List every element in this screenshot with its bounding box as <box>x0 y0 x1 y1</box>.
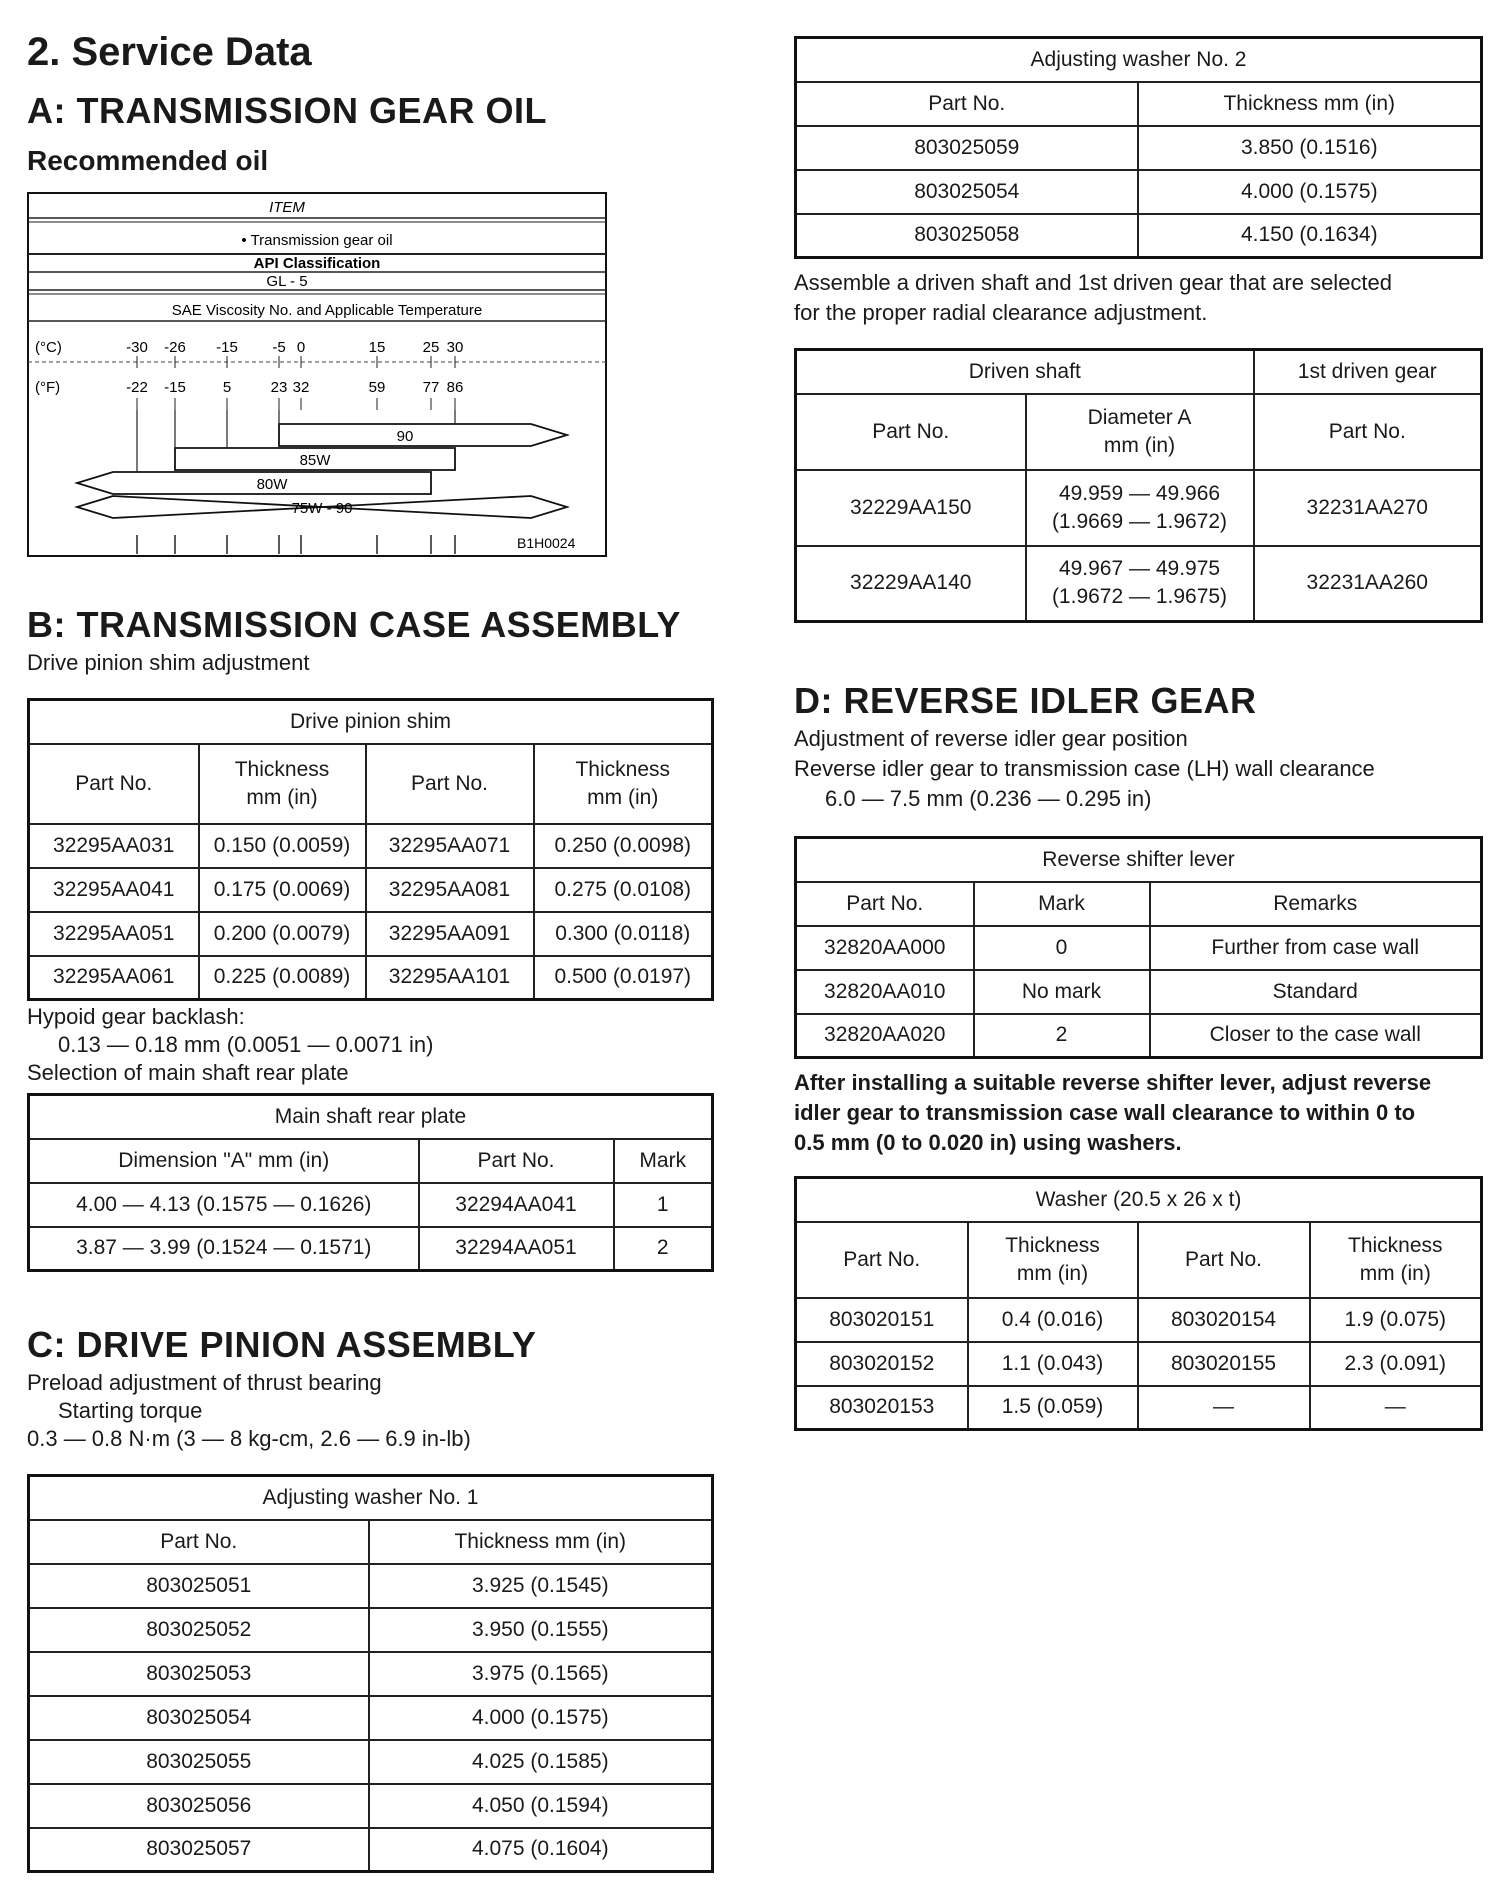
chart-unit-c: (°C) <box>35 339 62 356</box>
col-header: Thickness mm (in) <box>369 1520 713 1564</box>
col-header: Part No. <box>796 82 1138 126</box>
backlash-value: 0.13 — 0.18 mm (0.0051 — 0.0071 in) <box>58 1032 434 1057</box>
section-b-heading: B: TRANSMISSION CASE ASSEMBLY <box>27 604 681 645</box>
col-header: Dimension "A" mm (in) <box>29 1139 419 1183</box>
table-title: Drive pinion shim <box>29 700 713 744</box>
reverse-idler-clearance: 6.0 — 7.5 mm (0.236 — 0.295 in) <box>825 786 1152 811</box>
table-title: Adjusting washer No. 1 <box>29 1476 713 1520</box>
table-row: 803025051 3.925 (0.1545) <box>29 1564 713 1608</box>
table-row: 32229AA140 49.967 — 49.975 (1.9672 — 1.9675) 32231AA260 <box>796 546 1482 622</box>
reverse-shifter-lever-table <box>794 836 1483 1059</box>
washer-table <box>794 1176 1483 1431</box>
chart-sae-label: SAE Viscosity No. and Applicable Temperature <box>171 302 483 319</box>
recommended-oil-heading: Recommended oil <box>27 145 269 176</box>
col-header: 1st driven gear <box>1254 350 1482 394</box>
col-header: Part No. <box>1254 394 1482 470</box>
backlash-label: Hypoid gear backlash: <box>27 1004 245 1029</box>
col-header: Part No. <box>29 744 199 824</box>
celsius-tick-label: -5 <box>272 339 286 356</box>
table-row: 32820AA010 No mark Standard <box>796 970 1482 1014</box>
col-header: Thickness mm (in) <box>199 744 366 824</box>
col-header: Part No. <box>419 1139 614 1183</box>
table-row: 32820AA020 2 Closer to the case wall <box>796 1014 1482 1058</box>
fahrenheit-tick-label: 86 <box>446 379 464 396</box>
col-header: Thickness mm (in) <box>534 744 713 824</box>
chart-figure-code: B1H0024 <box>517 535 576 551</box>
table-row: 803020151 0.4 (0.016) 803020154 1.9 (0.075) <box>796 1298 1482 1342</box>
celsius-tick-label: -30 <box>126 339 148 356</box>
reverse-idler-note-1: Adjustment of reverse idler gear position <box>794 726 1188 751</box>
grade-bar <box>77 472 431 494</box>
driven-shaft-gear-table <box>794 348 1483 623</box>
col-header: Part No. <box>1138 1222 1310 1298</box>
grade-label: 90 <box>396 428 414 445</box>
celsius-tick-label: -26 <box>164 339 186 356</box>
col-header: Mark <box>614 1139 713 1183</box>
chart-gl-label: GL - 5 <box>266 273 308 290</box>
col-header: Diameter A mm (in) <box>1026 394 1254 470</box>
chart-api-label: API Classification <box>253 255 381 272</box>
table-row: 803020152 1.1 (0.043) 803020155 2.3 (0.091) <box>796 1342 1482 1386</box>
col-header: Part No. <box>29 1520 369 1564</box>
celsius-tick-label: -15 <box>216 339 238 356</box>
starting-torque-value: 0.3 — 0.8 N·m (3 — 8 kg-cm, 2.6 — 6.9 in-lb) <box>27 1426 471 1451</box>
section-d-heading: D: REVERSE IDLER GEAR <box>794 680 1257 721</box>
fahrenheit-tick-label: 5 <box>222 379 232 396</box>
chart-oil-label: • Transmission gear oil <box>241 232 393 249</box>
table-row: 803025059 3.850 (0.1516) <box>796 126 1482 170</box>
col-header: Remarks <box>1150 882 1482 926</box>
reverse-idler-note-2: Reverse idler gear to transmission case (LH) wall clearance <box>794 756 1375 781</box>
table-row: 32295AA041 0.175 (0.0069) 32295AA081 0.275 (0.0108) <box>29 868 713 912</box>
adjusting-washer-1-table <box>27 1474 714 1873</box>
starting-torque-label: Starting torque <box>58 1398 203 1423</box>
fahrenheit-tick-label: 23 <box>270 379 288 396</box>
drive-pinion-shim-table <box>27 698 714 1001</box>
drive-pinion-note: Drive pinion shim adjustment <box>27 650 310 675</box>
chart-unit-f: (°F) <box>35 379 61 396</box>
col-header: Thickness mm (in) <box>1310 1222 1482 1298</box>
after-install-note-1: After installing a suitable reverse shifter lever, adjust reverse <box>794 1070 1432 1095</box>
fahrenheit-tick-label: -15 <box>164 379 186 396</box>
col-header: Part No. <box>796 882 974 926</box>
celsius-tick-label: 25 <box>422 339 440 356</box>
main-shaft-rear-plate-table <box>27 1093 714 1272</box>
table-row: 32229AA150 49.959 — 49.966 (1.9669 — 1.9672) 32231AA270 <box>796 470 1482 546</box>
table-row: 803025056 4.050 (0.1594) <box>29 1784 713 1828</box>
fahrenheit-tick-label: 59 <box>368 379 386 396</box>
table-row: 32295AA031 0.150 (0.0059) 32295AA071 0.250 (0.0098) <box>29 824 713 868</box>
rear-plate-note: Selection of main shaft rear plate <box>27 1060 349 1085</box>
table-row: 803025058 4.150 (0.1634) <box>796 214 1482 258</box>
fahrenheit-tick-label: 77 <box>422 379 440 396</box>
table-row: 32295AA051 0.200 (0.0079) 32295AA091 0.300 (0.0118) <box>29 912 713 956</box>
col-header: Driven shaft <box>796 350 1254 394</box>
adjusting-washer-2-table <box>794 36 1483 259</box>
grade-label: 75W - 90 <box>291 500 353 517</box>
table-row: 803025054 4.000 (0.1575) <box>796 170 1482 214</box>
table-row: 803025054 4.000 (0.1575) <box>29 1696 713 1740</box>
section-a-heading: A: TRANSMISSION GEAR OIL <box>27 90 548 131</box>
table-row: 3.87 — 3.99 (0.1524 — 0.1571) 32294AA051 2 <box>29 1227 713 1271</box>
assemble-note-line-2: for the proper radial clearance adjustment. <box>794 300 1208 325</box>
table-row: 803020153 1.5 (0.059) — — <box>796 1386 1482 1430</box>
grade-label: 80W <box>256 476 288 493</box>
page-title: 2. Service Data <box>27 30 312 74</box>
preload-note: Preload adjustment of thrust bearing <box>27 1370 382 1395</box>
after-install-note-3: 0.5 mm (0 to 0.020 in) using washers. <box>794 1130 1182 1155</box>
table-row: 32820AA000 0 Further from case wall <box>796 926 1482 970</box>
grade-bar <box>279 424 567 446</box>
assemble-note-line-1: Assemble a driven shaft and 1st driven gear that are selected <box>794 270 1393 295</box>
table-title: Adjusting washer No. 2 <box>796 38 1482 82</box>
col-header: Part No. <box>796 1222 968 1298</box>
col-header: Mark <box>974 882 1150 926</box>
table-row: 803025055 4.025 (0.1585) <box>29 1740 713 1784</box>
fahrenheit-tick-label: 32 <box>292 379 310 396</box>
col-header: Thickness mm (in) <box>968 1222 1138 1298</box>
table-row: 803025053 3.975 (0.1565) <box>29 1652 713 1696</box>
celsius-tick-label: 0 <box>296 339 306 356</box>
grade-label: 85W <box>299 452 331 469</box>
table-title: Reverse shifter lever <box>796 838 1482 882</box>
oil-viscosity-chart <box>27 192 607 557</box>
table-row: 803025052 3.950 (0.1555) <box>29 1608 713 1652</box>
fahrenheit-tick-label: -22 <box>126 379 148 396</box>
col-header: Part No. <box>796 394 1026 470</box>
celsius-tick-label: 15 <box>368 339 386 356</box>
section-c-heading: C: DRIVE PINION ASSEMBLY <box>27 1324 537 1365</box>
chart-item-label: ITEM <box>269 199 305 216</box>
col-header: Thickness mm (in) <box>1138 82 1482 126</box>
table-row: 4.00 — 4.13 (0.1575 — 0.1626) 32294AA041 1 <box>29 1183 713 1227</box>
table-row: 32295AA061 0.225 (0.0089) 32295AA101 0.500 (0.0197) <box>29 956 713 1000</box>
col-header: Part No. <box>366 744 534 824</box>
table-row: 803025057 4.075 (0.1604) <box>29 1828 713 1872</box>
table-title: Washer (20.5 x 26 x t) <box>796 1178 1482 1222</box>
celsius-tick-label: 30 <box>446 339 464 356</box>
after-install-note-2: idler gear to transmission case wall clearance to within 0 to <box>794 1100 1416 1125</box>
table-title: Main shaft rear plate <box>29 1095 713 1139</box>
